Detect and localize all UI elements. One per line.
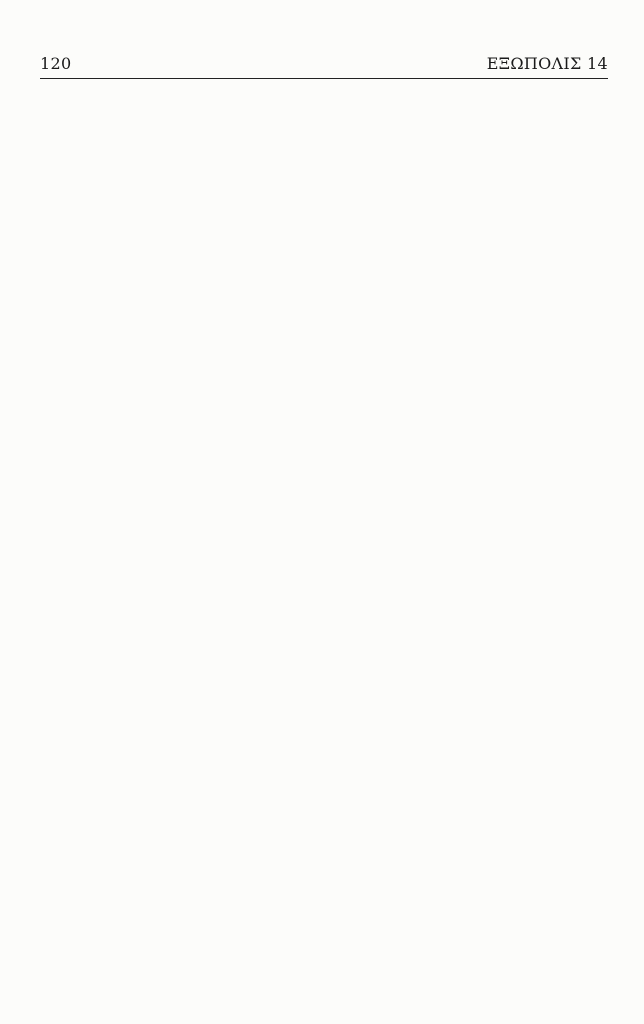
page-number: 120 xyxy=(40,54,72,73)
running-head: ΕΞΩΠΟΛΙΣ 14 xyxy=(486,54,608,73)
page-header xyxy=(40,52,608,79)
